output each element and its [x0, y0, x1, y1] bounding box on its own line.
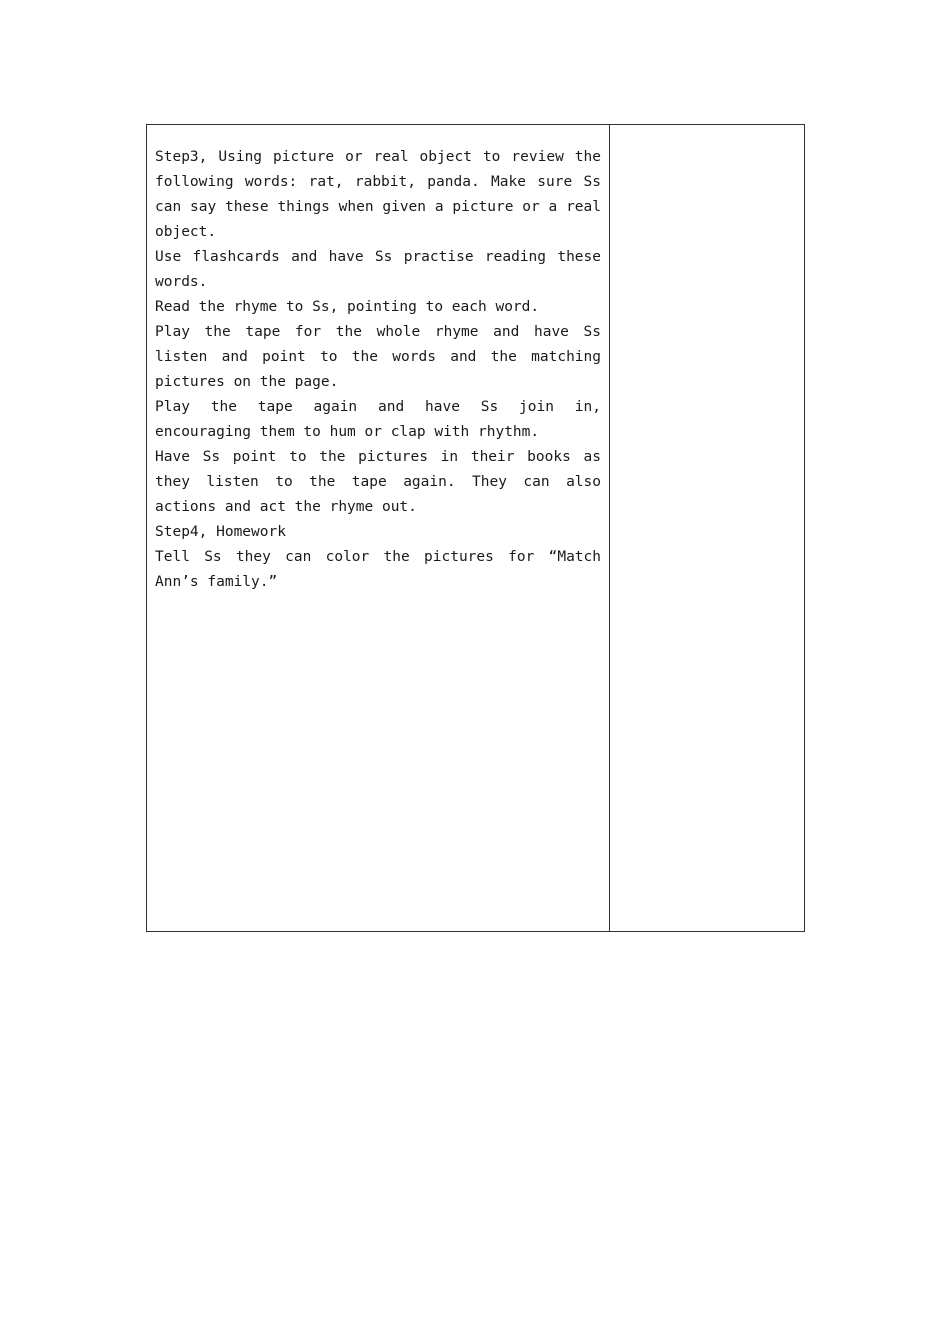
flashcards-paragraph: Use flashcards and have Ss practise reading these words.: [155, 249, 601, 290]
lesson-plan-table: [146, 124, 805, 932]
read-rhyme-paragraph: Read the rhyme to Ss, pointing to each word.: [155, 299, 540, 315]
step4-heading: Step4, Homework: [155, 524, 286, 540]
play-tape-again-paragraph: Play the tape again and have Ss join in, encouraging them to hum or clap with rhythm.: [155, 399, 601, 440]
homework-paragraph: Tell Ss they can color the pictures for “Match Ann’s family.”: [155, 549, 601, 590]
point-pictures-paragraph: Have Ss point to the pictures in their books as they listen to the tape again. They can also actions and act the rhyme out.: [155, 449, 601, 515]
lesson-steps-cell: [147, 125, 610, 931]
play-tape-paragraph: Play the tape for the whole rhyme and have Ss listen and point to the words and the matching pictures on the page.: [155, 324, 601, 390]
step3-paragraph: Step3, Using picture or real object to review the following words: rat, rabbit, panda. Make sure Ss can say these things when given a picture or a real object.: [155, 149, 601, 240]
notes-cell: [610, 125, 804, 931]
